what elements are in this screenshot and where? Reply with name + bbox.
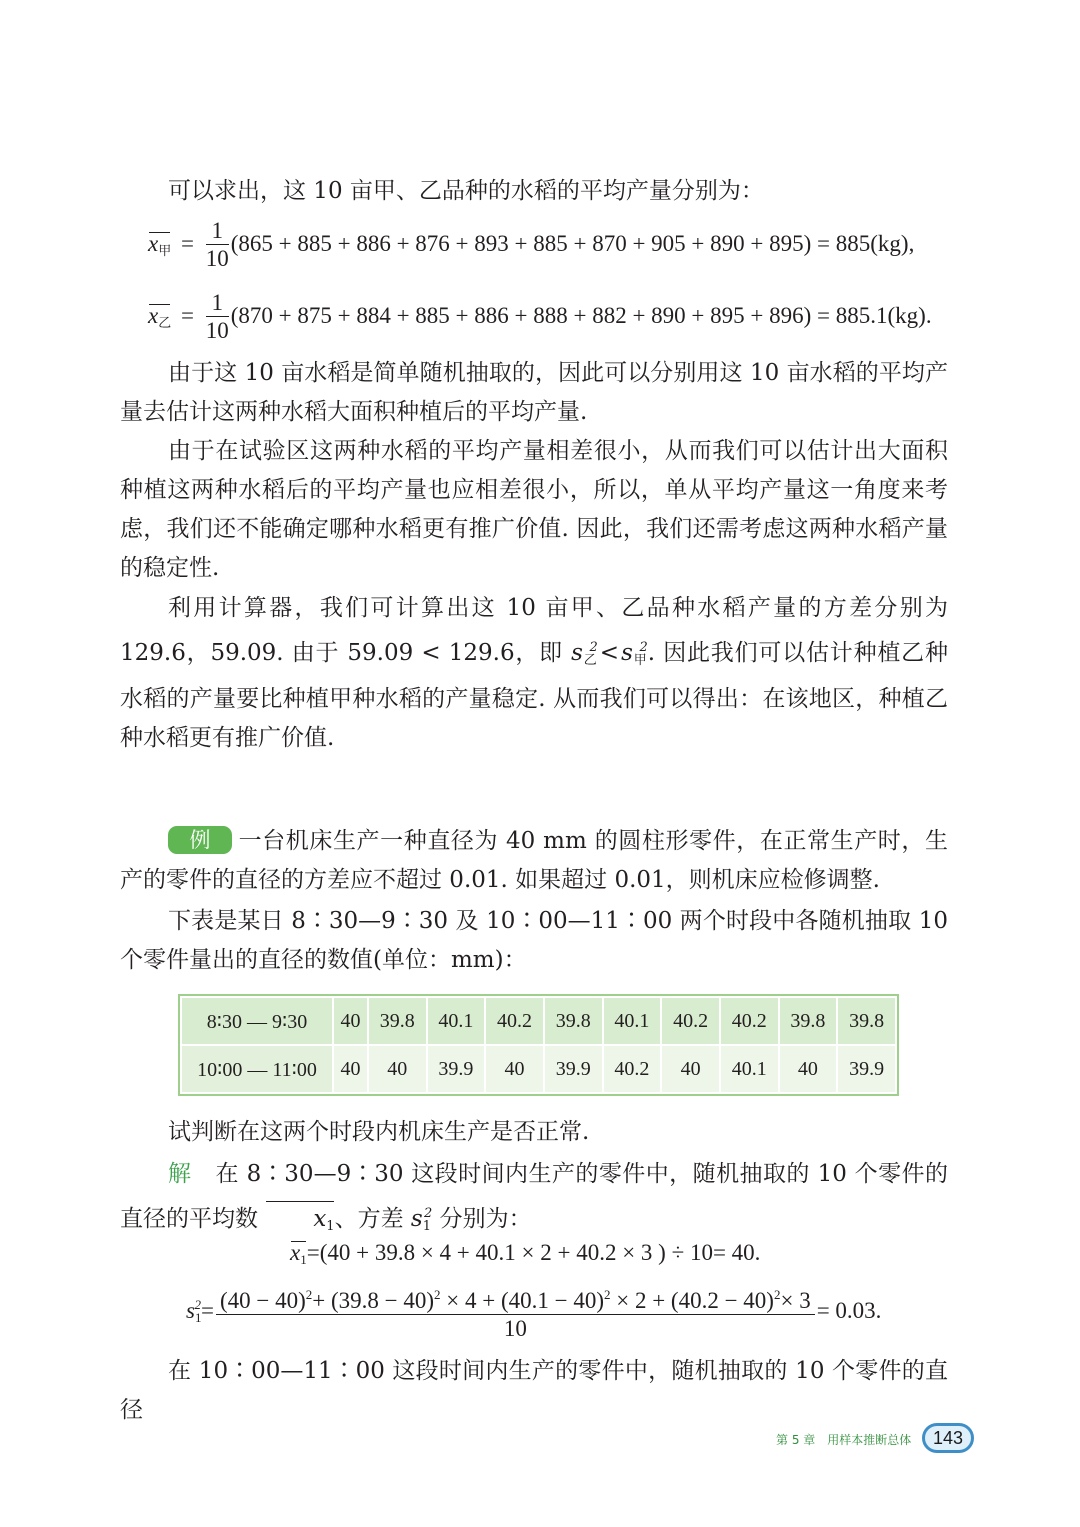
table-cell: 40.2 [485,997,544,1045]
fraction-one-tenth: $\frac{1}{10}$ [205,290,229,343]
diameter-table [180,996,897,1094]
table-cell: 39.8 [368,997,427,1045]
x-bar-jia: $x_甲$ [148,230,172,258]
fraction-one-tenth: $\frac{1}{10}$ [205,218,229,271]
table-cell: 40 [779,1045,838,1093]
solution-intro: 解 在 8∶30—9∶30 这段时间内生产的零件中，随机抽取的 10 个零件的直径的平均数 $x_1$、方差 $s_1^2$ 分别为： [120,1155,948,1246]
table-cell: 39.8 [544,997,603,1045]
sum-yi: (870 + 875 + 884 + 885 + 886 + 888 + 882 + 890 + 895 + 896) = 885.1(kg). [230,302,932,328]
row-label: 8∶30 — 9∶30 [181,997,333,1045]
table-row [181,1045,896,1093]
table-cell: 39.9 [427,1045,486,1093]
x-bar-1: $x_1$ [265,1200,334,1246]
solution-label: 解 [168,1161,192,1187]
sum-jia: (865 + 885 + 886 + 876 + 893 + 885 + 870 + 905 + 890 + 895) = 885(kg), [230,230,915,256]
page-number-badge: 143 [922,1423,974,1453]
s1-squared: $s_1^2$ [410,1206,433,1234]
formula-mean-yi: $x_乙$ = $\frac{1}{10}$ (870 + 875 + 884 + 885 + 886 + 888 + 882 + 890 + 895 + 896) = 885.1(kg). [148,290,932,343]
variance-fraction: $(40 - 40)^2+ (39.8 - 40)^2 \times 4 + (40.1 - 40)^2 \times 2 + (40.2 - 40)^2\times 3$ 10 [216,1282,815,1343]
paragraph-variance: 利用计算器，我们可计算出这 10 亩甲、乙品种水稻产量的方差分别为 129.6，59.09. 由于 59.09 < 129.6，即 $s_乙^2<s_甲^2$. 因此我们可以估计种植乙种水稻的产量要比种植甲种水稻的产量稳定. 从而我们可以得出：在该地区，种植乙种水稻更有推广价值. [120,595,948,751]
table-row [181,997,896,1045]
example-tag: 例 [168,826,232,854]
variance-comparison: $s_乙^2<s_甲^2$ [571,640,648,668]
formula-variance-1: $s_1^2=$ $(40 - 40)^2+ (39.8 - 40)^2 \times 4 + (40.1 - 40)^2 \times 2 + (40.2 - 40)^2\times 3$ 10 = 0.03. [186,1282,881,1343]
table-cell: 40.2 [661,997,720,1045]
table-cell: 39.9 [837,1045,896,1093]
table-cell: 40.1 [427,997,486,1045]
x-bar-yi: $x_乙$ [148,302,172,330]
row-label: 10∶00 — 11∶00 [181,1045,333,1093]
table-cell: 40 [333,997,368,1045]
table-cell: 40 [368,1045,427,1093]
table-cell: 40.1 [603,997,662,1045]
chapter-title: 第 5 章 用样本推断总体 [776,1433,912,1447]
last-line: 在 10∶00—11∶00 这段时间内生产的零件中，随机抽取的 10 个零件的直径 [120,1358,948,1423]
formula-mean-1: $x_1=(40 + 39.8 \times 4 + 40.1 \times 2 + 40.2 \times 3$ ) ÷ 10= 40. [290,1240,761,1267]
table-cell: 40 [661,1045,720,1093]
table-cell: 40 [333,1045,368,1093]
table-cell: 40.1 [720,1045,779,1093]
table-intro: 下表是某日 8∶30—9∶30 及 10∶00—11∶00 两个时段中各随机抽取 10 个零件量出的直径的数值(单位：mm)： [120,908,948,973]
table-cell: 40.2 [603,1045,662,1093]
example-statement: 例 一台机床生产一种直径为 40 mm 的圆柱形零件，在正常生产时，生产的零件的直径的方差应不超过 0.01. 如果超过 0.01，则机床应检修调整. [120,828,948,893]
question: 试判断在这两个时段内机床生产是否正常. [168,1119,590,1145]
table-cell: 40.2 [720,997,779,1045]
table-cell: 39.9 [544,1045,603,1093]
paragraph-estimate: 由于这 10 亩水稻是简单随机抽取的，因此可以分别用这 10 亩水稻的平均产量去估计这两种水稻大面积种植后的平均产量. [120,360,948,425]
formula-mean-jia: $x_甲$ = $\frac{1}{10}$ (865 + 885 + 886 + 876 + 893 + 885 + 870 + 905 + 890 + 895) = 885(kg), [148,218,915,271]
table-cell: 39.8 [837,997,896,1045]
paragraph-stability: 由于在试验区这两种水稻的平均产量相差很小，从而我们可以估计出大面积种植这两种水稻后的平均产量也应相差很小，所以，单从平均产量这一角度来考虑，我们还不能确定哪种水稻更有推广价值. 因此，我们还需考虑这两种水稻产量的稳定性. [120,438,948,581]
table-cell: 39.8 [779,997,838,1045]
table-cell: 40 [485,1045,544,1093]
paragraph-intro-means: 可以求出，这 10 亩甲、乙品种的水稻的平均产量分别为： [168,178,764,204]
